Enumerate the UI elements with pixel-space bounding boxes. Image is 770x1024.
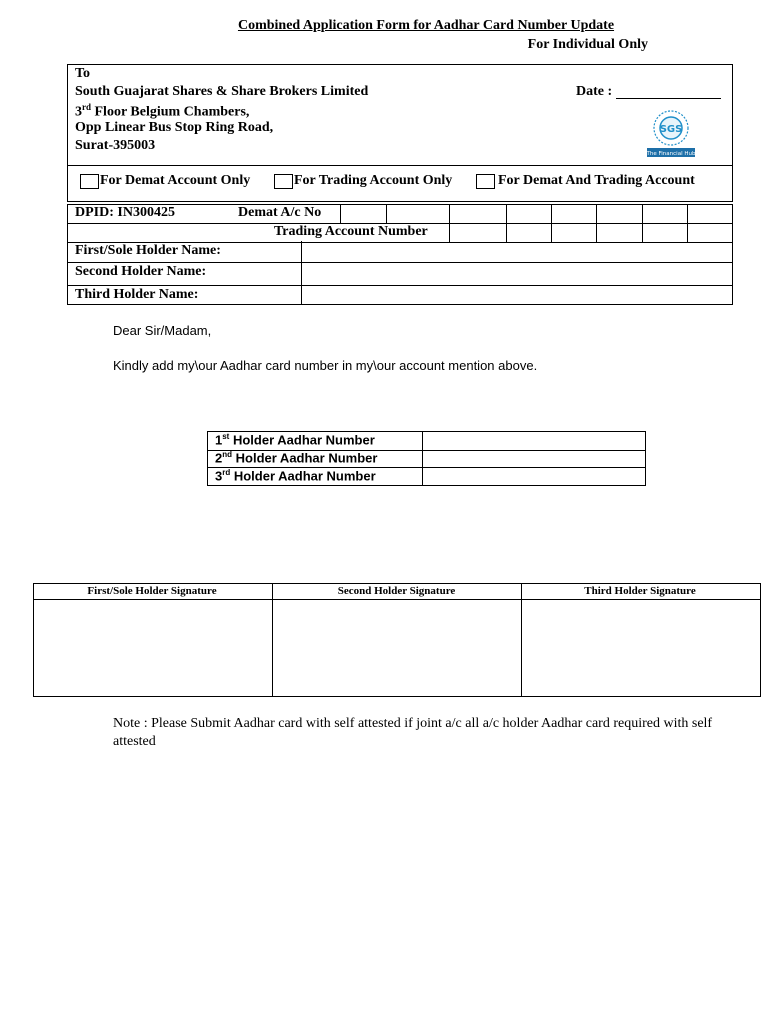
request-text: Kindly add my\our Aadhar card number in my\our account mention above. (113, 358, 538, 373)
trading-account-label: Trading Account Number (274, 224, 428, 239)
second-holder-signature-header: Second Holder Signature (337, 585, 456, 597)
signature-divider (272, 584, 273, 696)
address-floor-rest: Floor Belgium Chambers, (91, 104, 250, 120)
svg-text:SGS: SGS (659, 124, 683, 135)
form-title: Combined Application Form for Aadhar Card Number Update (237, 18, 615, 33)
third-holder-name-label: Third Holder Name: (75, 287, 199, 302)
holder-row-line (68, 285, 732, 286)
second-holder-name-label: Second Holder Name: (75, 264, 207, 279)
company-logo-icon (645, 108, 697, 158)
note-text: Note : Please Submit Aadhar card with self attested if joint a/c all a/c holder Aadhar card required with self attested (113, 716, 713, 749)
grid-line (506, 205, 507, 242)
grid-line (386, 205, 387, 223)
aadhar-label-second: 2nd Holder Aadhar Number (215, 450, 378, 466)
address-line3: Opp Linear Bus Stop Ring Road, (75, 120, 274, 135)
grid-line (596, 205, 597, 242)
grid-line (340, 205, 341, 223)
checkbox-demat-and-trading[interactable] (476, 174, 495, 189)
signature-table (33, 583, 761, 697)
date-label: Date : (576, 84, 613, 99)
address-floor-number: 3 (75, 104, 82, 120)
address-company: South Guajarat Shares & Share Brokers Limited (75, 84, 369, 99)
account-type-demat-and-trading: For Demat And Trading Account (498, 173, 695, 188)
grid-line (551, 205, 552, 242)
grid-line (687, 205, 688, 242)
salutation: Dear Sir/Madam, (113, 323, 212, 338)
aadhar-label-first: 1st Holder Aadhar Number (215, 432, 375, 448)
svg-text:The Financial Hub: The Financial Hub (646, 151, 696, 157)
address-floor (75, 102, 249, 121)
first-holder-signature-header: First/Sole Holder Signature (87, 585, 217, 597)
form-subtitle: For Individual Only (527, 37, 648, 52)
signature-header-line (34, 599, 760, 600)
first-holder-name-label: First/Sole Holder Name: (75, 243, 221, 258)
date-field[interactable] (616, 98, 721, 99)
signature-divider (521, 584, 522, 696)
address-line4: Surat-395003 (75, 138, 156, 153)
grid-line (642, 205, 643, 242)
account-type-demat-only: For Demat Account Only (100, 173, 251, 188)
aadhar-divider (422, 432, 423, 485)
holder-row-line (68, 262, 732, 263)
holder-divider (301, 241, 302, 304)
address-floor-suffix: rd (82, 102, 91, 112)
account-type-trading-only: For Trading Account Only (294, 173, 453, 188)
checkbox-demat-only[interactable] (80, 174, 99, 189)
third-holder-signature-header: Third Holder Signature (584, 585, 696, 597)
checkbox-trading-only[interactable] (274, 174, 293, 189)
address-to: To (75, 66, 91, 81)
demat-account-label: Demat A/c No (238, 205, 322, 220)
dpid-label: DPID: IN300425 (75, 205, 175, 220)
aadhar-label-third: 3rd Holder Aadhar Number (215, 468, 376, 484)
grid-line (449, 205, 450, 242)
